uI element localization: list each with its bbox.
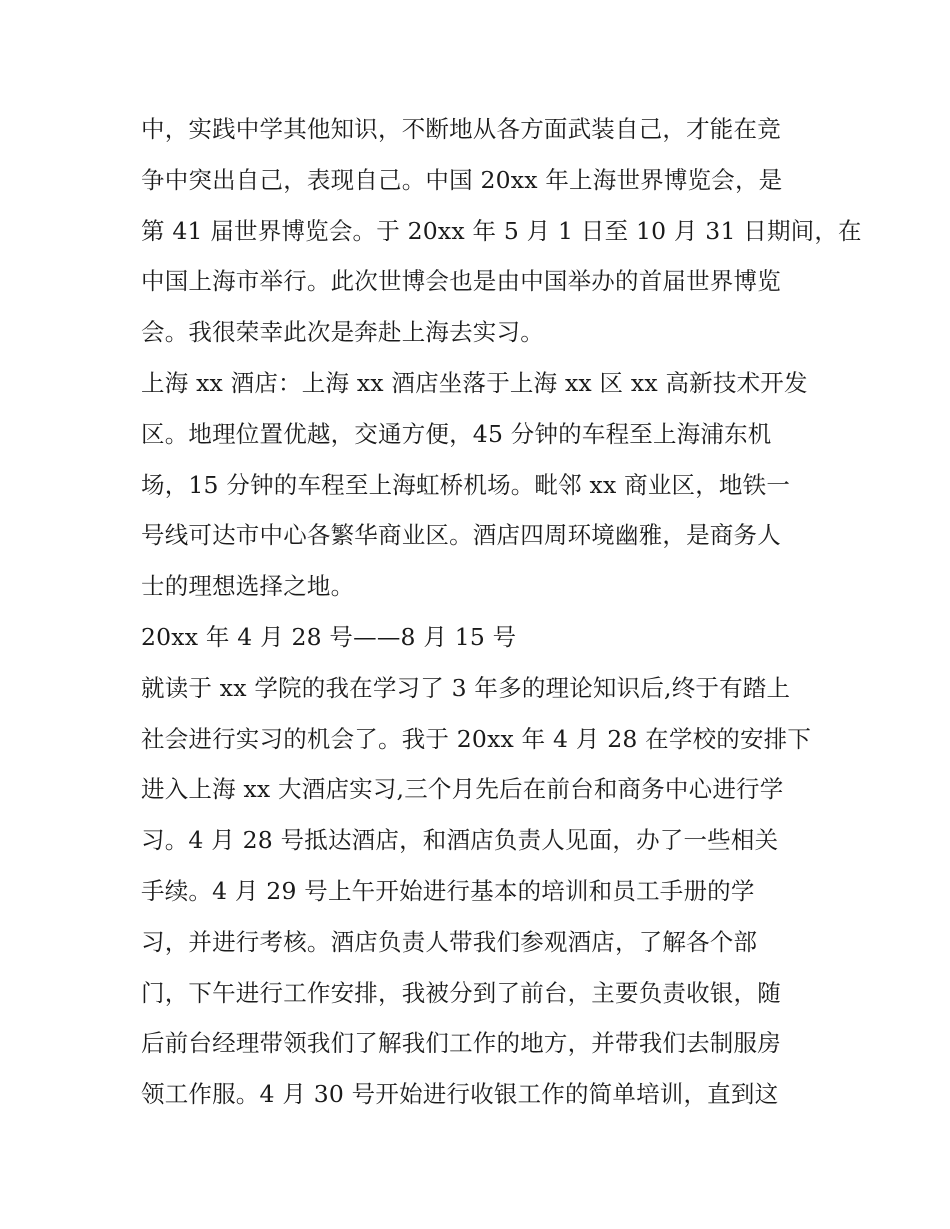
text-line: 社会进行实习的机会了。我于 20xx 年 4 月 28 在学校的安排下 [141,724,812,753]
text-line: 就读于 xx 学院的我在学习了 3 年多的理论知识后,终于有踏上 [141,673,791,702]
text-line: 第 41 届世界博览会。于 20xx 年 5 月 1 日至 10 月 31 日期间，在 [141,216,862,245]
text-line: 区。地理位置优越，交通方便，45 分钟的车程至上海浦东机 [141,419,772,448]
text-line: 手续。4 月 29 号上午开始进行基本的培训和员工手册的学 [141,876,755,905]
text-line: 士的理想选择之地。 [141,572,355,601]
text-line: 争中突出自己，表现自己。中国 20xx 年上海世界博览会，是 [141,165,783,194]
text-line: 场，15 分钟的车程至上海虹桥机场。毗邻 xx 商业区，地铁一 [141,470,791,499]
text-line: 领工作服。4 月 30 号开始进行收银工作的简单培训，直到这 [141,1080,779,1109]
text-line: 上海 xx 酒店：上海 xx 酒店坐落于上海 xx 区 xx 高新技术开发 [141,368,808,397]
text-line: 中国上海市举行。此次世博会也是由中国举办的首届世界博览 [141,267,781,296]
text-line: 门，下午进行工作安排，我被分到了前台，主要负责收银，随 [141,978,781,1007]
text-line: 进入上海 xx 大酒店实习,三个月先后在前台和商务中心进行学 [141,775,784,804]
text-line: 习。4 月 28 号抵达酒店，和酒店负责人见面，办了一些相关 [141,826,779,855]
body-text [141,104,862,1120]
date-range-line: 20xx 年 4 月 28 号——8 月 15 号 [141,622,517,651]
text-line: 会。我很荣幸此次是奔赴上海去实习。 [141,318,544,347]
text-line: 中，实践中学其他知识，不断地从各方面武装自己，才能在竞 [141,115,781,143]
text-line: 习，并进行考核。酒店负责人带我们参观酒店，了解各个部 [141,927,758,956]
text-line: 号线可达市中心各繁华商业区。酒店四周环境幽雅，是商务人 [141,521,781,550]
text-line: 后前台经理带领我们了解我们工作的地方，并带我们去制服房 [141,1029,781,1058]
